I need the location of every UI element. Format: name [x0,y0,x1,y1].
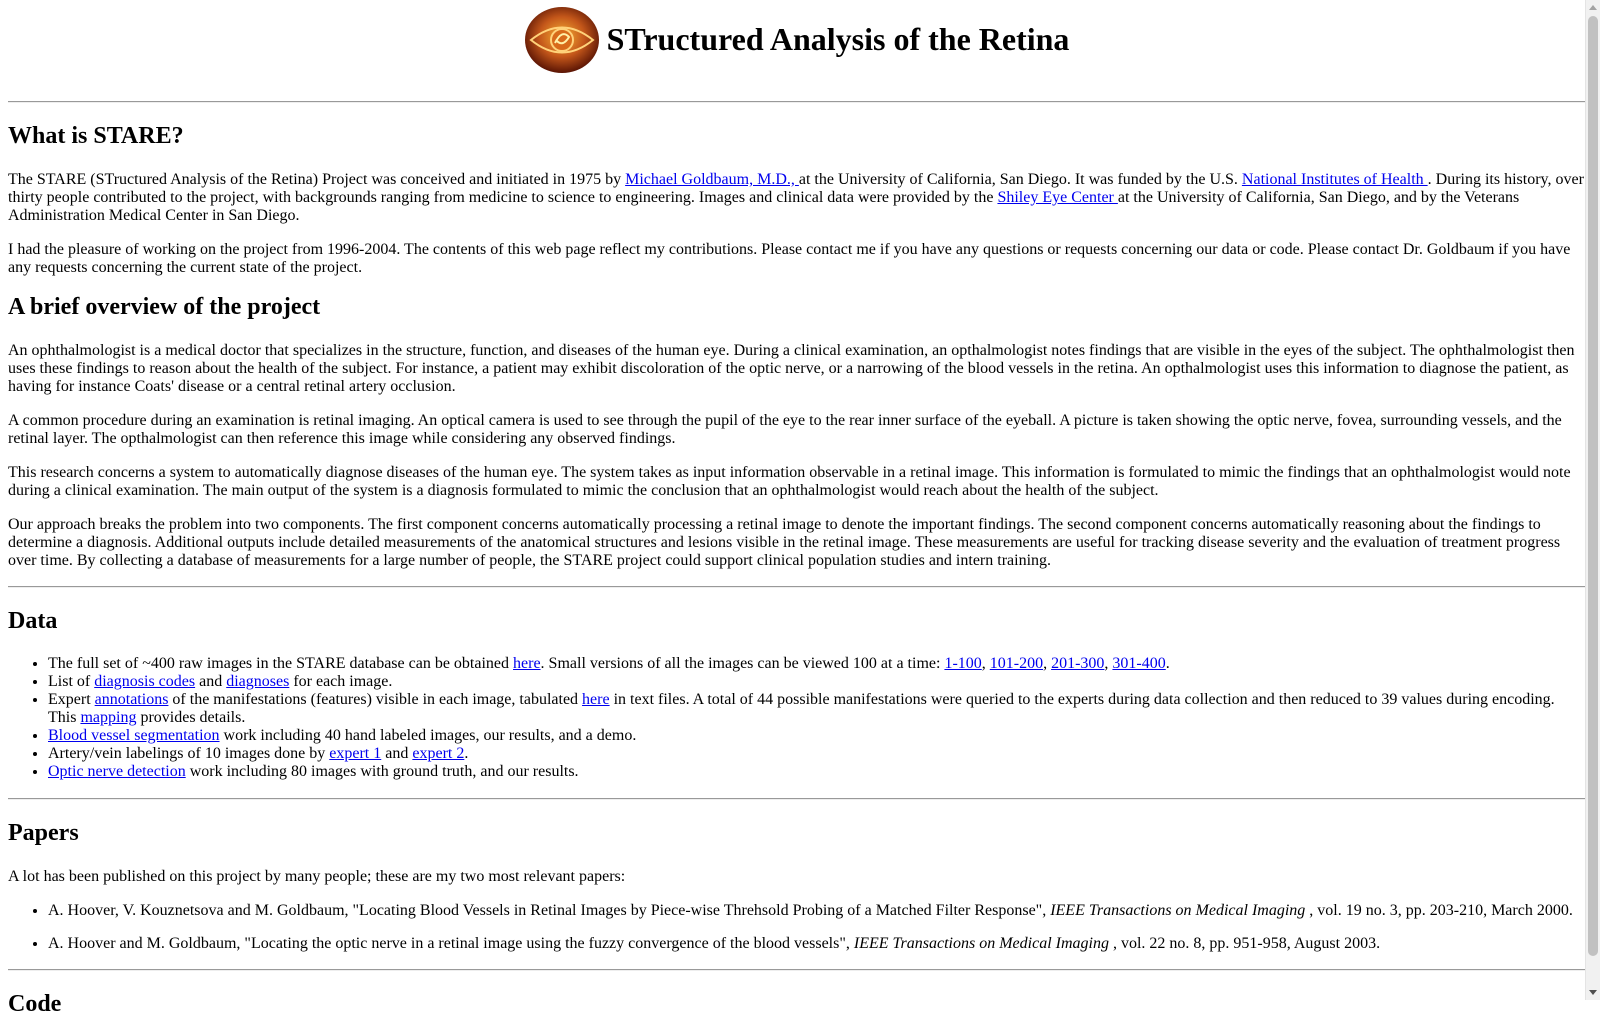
page-banner [8,0,1586,78]
scroll-down-arrow-icon[interactable] [1589,990,1597,995]
link-michael-goldbaum[interactable]: Michael Goldbaum, M.D., [625,171,799,188]
divider [8,101,1586,103]
heading-overview: A brief overview of the project [8,294,321,320]
overview-paragraph-1: An ophthalmologist is a medical doctor that specializes in the structure, function, and diseases of the human eye. During a clinical examination, an opthalmologist notes findings that are visible in the eyes of the subject. The ophthalmologist then uses these findings to reason about the health of the subject. For instance, a patient may exhibit discoloration of the optic nerve, or a narrowing of the blood vessels in the retina. An opthalmologist uses this information to diagnose the patient, as having for instance Coats' disease or a central retinal artery occlusion. [8,342,1575,395]
item-text: and [195,673,227,690]
item-text: List of [48,673,95,690]
vertical-scrollbar[interactable] [1585,0,1600,1000]
item-text: provides details. [136,709,246,726]
intro-text-4: at the University of California, San Diego, and by the Veterans Administration Medical Center in San Diego. [8,189,1520,224]
list-item-artery-vein [48,745,1586,763]
divider [8,586,1586,588]
contribution-paragraph: I had the pleasure of working on the project from 1996-2004. The contents of this web page reflect my contributions. Please contact me if you have any questions or requests concerning our data or code. Please contact Dr. Goldbaum if you have any requests concerning the current state of the project. [8,241,1571,276]
item-text: . [464,745,469,762]
scroll-up-arrow-icon[interactable] [1589,5,1597,10]
paper-citation: A. Hoover and M. Goldbaum, "Locating the optic nerve in a retinal image using the fuzzy convergence of the blood vessels", [48,935,854,952]
divider [8,969,1586,971]
papers-list [8,902,1586,953]
item-text: . Small versions of all the images can be viewed 100 at a time: [540,655,945,672]
item-text: work including 80 images with ground truth, and our results. [185,763,579,780]
item-text: and [381,745,413,762]
link-optic-nerve-detection[interactable]: Optic nerve detection [48,763,186,780]
item-text: of the manifestations (features) visible in each image, tabulated [168,691,583,708]
paper-citation: A. Hoover, V. Kouznetsova and M. Goldbaum, "Locating Blood Vessels in Retinal Images by Piece-wise Threhsold Probing of a Matched Filter Response", [48,902,1051,919]
link-annotations-here[interactable]: here [582,691,610,708]
item-text: Artery/vein labelings of 10 images done by [48,745,330,762]
list-item-optic-nerve [48,763,1586,781]
divider [8,798,1586,800]
link-images-101-200[interactable]: 101-200 [989,655,1044,672]
link-expert-1[interactable]: expert 1 [329,745,382,762]
separator: , [981,655,990,672]
paper-item-2 [48,935,1586,953]
separator: , [1043,655,1052,672]
heading-data: Data [8,608,58,634]
link-annotations[interactable]: annotations [94,691,169,708]
link-expert-2[interactable]: expert 2 [412,745,465,762]
separator: , [1104,655,1113,672]
item-text: work including 40 hand labeled images, our results, and a demo. [219,727,637,744]
papers-intro: A lot has been published on this project by many people; these are my two most relevant papers: [8,868,626,885]
link-mapping[interactable]: mapping [80,709,137,726]
intro-text-2: at the University of California, San Diego. It was funded by the U.S. [798,171,1242,188]
intro-text-1: The STARE (STructured Analysis of the Retina) Project was conceived and initiated in 1975 by [8,171,626,188]
paper-journal: IEEE Transactions on Medical Imaging [1050,902,1306,919]
link-shiley-eye-center[interactable]: Shiley Eye Center [997,189,1118,206]
link-diagnoses[interactable]: diagnoses [226,673,290,690]
paper-item-1 [48,902,1586,920]
list-item-raw-images [48,655,1586,673]
item-text: The full set of ~400 raw images in the STARE database can be obtained [48,655,514,672]
paper-details: , vol. 19 no. 3, pp. 203-210, March 2000. [1305,902,1573,919]
paper-details: , vol. 22 no. 8, pp. 951-958, August 2003. [1108,935,1381,952]
link-images-201-300[interactable]: 201-300 [1051,655,1105,672]
eye-logo-icon [525,7,599,73]
page-content [8,0,1586,1018]
overview-paragraph-4: Our approach breaks the problem into two components. The first component concerns automatically processing a retinal image to denote the important findings. The second component concerns automatically reasoning about the findings to determine a diagnosis. Additional outputs include detailed measurements of the anatomical structures and lesions visible in the retinal image. These measurements are useful for tracking disease severity and the evaluation of treatment progress over time. By collecting a database of measurements for a large number of people, the STARE project could support clinical population studies and intern training. [8,516,1561,569]
item-text: Expert [48,691,95,708]
heading-what-is-stare: What is STARE? [8,123,184,149]
item-text: in text files. A total of 44 possible manifestations were queried to the experts during data collection and then reduced to 39 values during encoding. This [48,691,1555,726]
page-title: STructured Analysis of the Retina [606,21,1070,57]
overview-paragraph-2: A common procedure during an examination is retinal imaging. An optical camera is used to see through the pupil of the eye to the rear inner surface of the eyeball. A picture is taken showing the optic nerve, fovea, surrounding vessels, and the retinal layer. The opthalmologist can then reference this image while considering any observed findings. [8,412,1562,447]
paper-journal: IEEE Transactions on Medical Imaging [853,935,1109,952]
heading-papers: Papers [8,820,79,846]
list-item-diagnosis [48,673,1586,691]
link-raw-images-here[interactable]: here [513,655,541,672]
intro-paragraph [8,171,1586,225]
overview-paragraph-3: This research concerns a system to automatically diagnose diseases of the human eye. The system takes as input information observable in a retinal image. This information is formulated to mimic the findings that an ophthalmologist would note during a clinical examination. The main output of the system is a diagnosis formulated to mimic the conclusion that an ophthalmologist would reach about the health of the subject. [8,464,1571,499]
list-item-annotations [48,691,1586,727]
scrollbar-thumb[interactable] [1588,16,1598,956]
data-list [8,655,1586,781]
link-nih[interactable]: National Institutes of Health [1241,171,1428,188]
intro-text-3: . During its history, over thirty people contributed to the project, with backgrounds ranging from medicine to science to engineering. Images and clinical data were provided by the [8,171,1584,206]
link-images-301-400[interactable]: 301-400 [1112,655,1166,672]
list-item-vessel-segmentation [48,727,1586,745]
link-diagnosis-codes[interactable]: diagnosis codes [94,673,196,690]
item-text: for each image. [289,673,393,690]
heading-code: Code [8,991,62,1017]
item-text: . [1165,655,1170,672]
link-blood-vessel-segmentation[interactable]: Blood vessel segmentation [48,727,220,744]
link-images-1-100[interactable]: 1-100 [944,655,982,672]
